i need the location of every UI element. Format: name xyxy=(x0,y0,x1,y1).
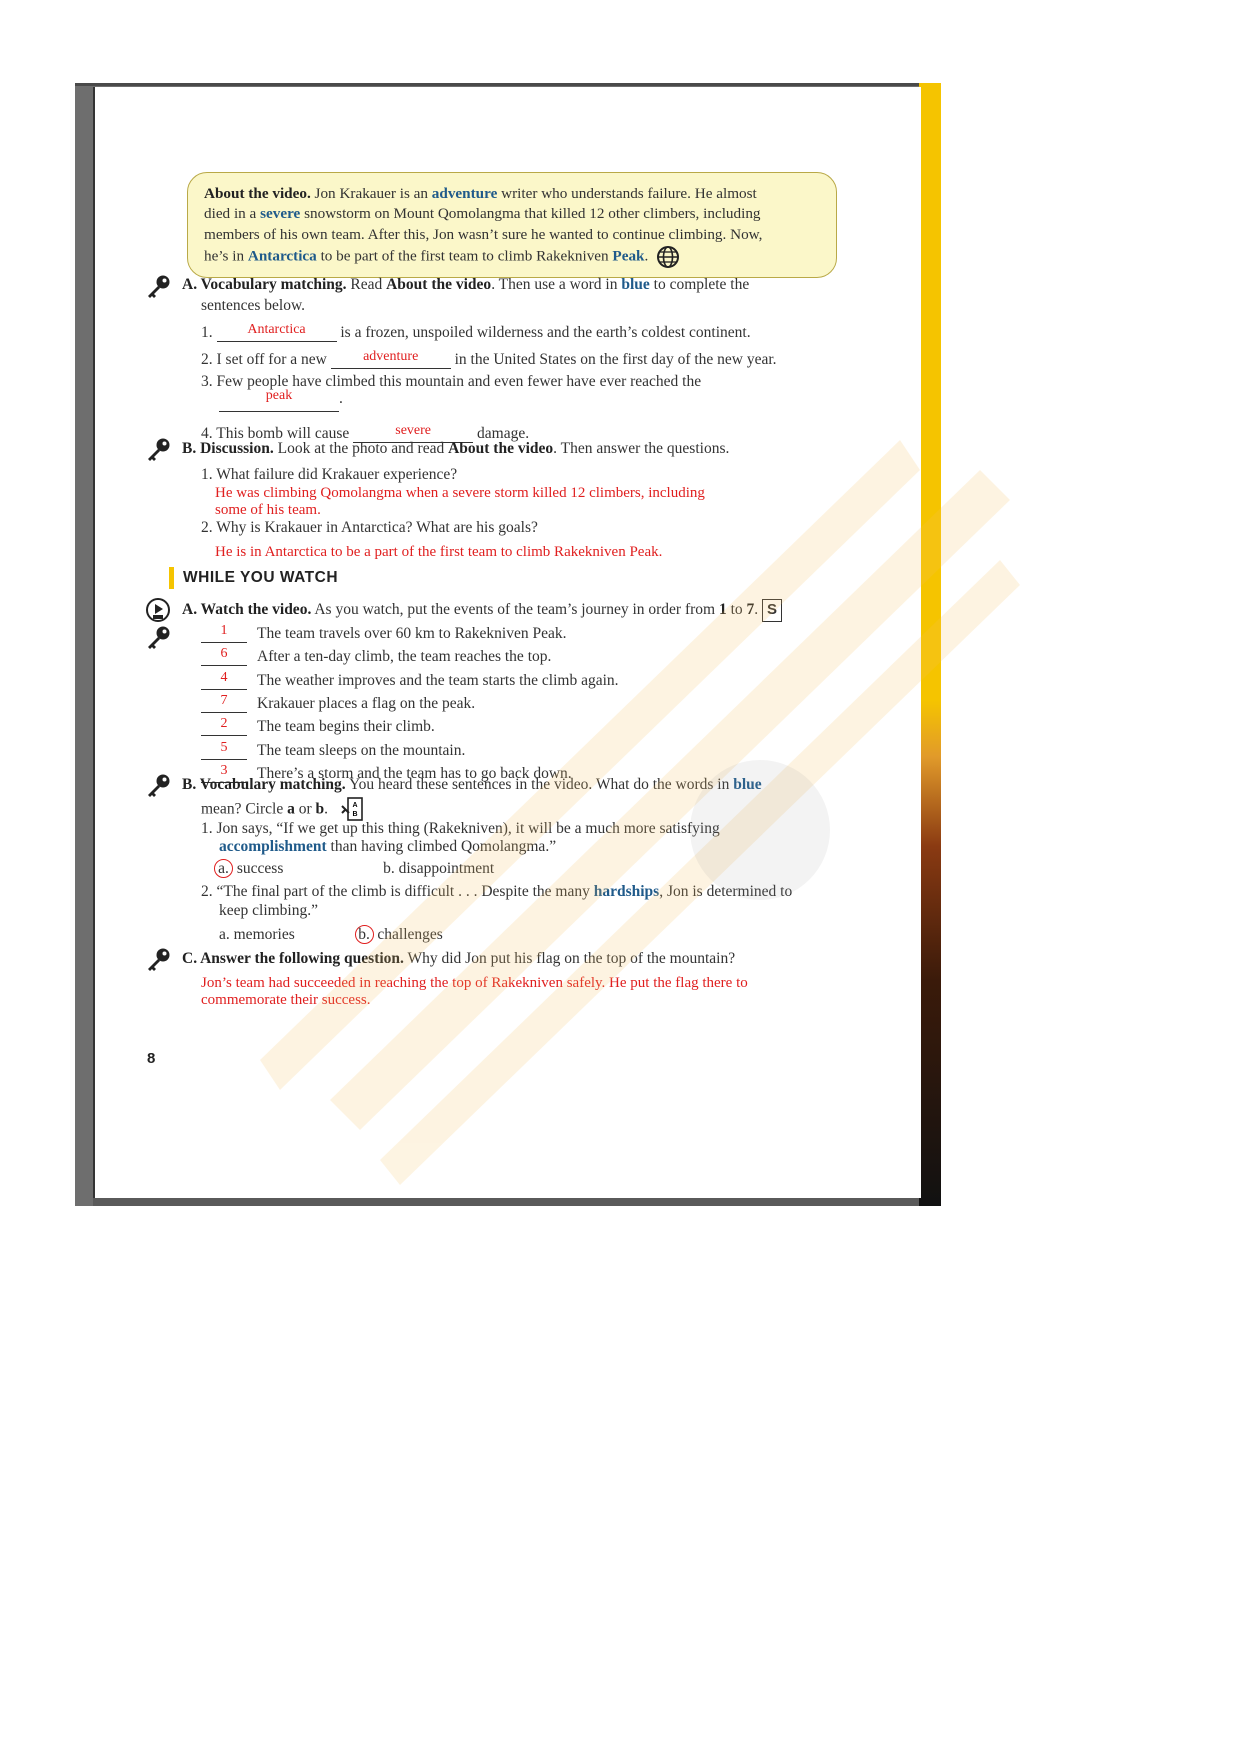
word-antarctica: Antarctica xyxy=(247,247,317,265)
watch-a-instructions xyxy=(182,599,782,622)
text: As you watch, put the events of the team’s journey in order from xyxy=(311,601,719,619)
scan-bottom-edge xyxy=(93,1198,919,1206)
section-marker xyxy=(169,567,174,589)
vocab-b-item-2 xyxy=(201,883,792,901)
event-text: There’s a storm and the team has to go back down. xyxy=(257,764,572,782)
text: a xyxy=(287,800,295,818)
key-icon xyxy=(145,437,171,463)
word-blue: blue xyxy=(621,276,650,293)
text: . Then answer the questions. xyxy=(553,440,730,457)
about-text: he’s in xyxy=(204,247,248,265)
text: Look at the photo and read xyxy=(273,440,449,457)
svg-text:B: B xyxy=(352,811,358,818)
video-play-icon xyxy=(145,597,171,623)
item-text: damage. xyxy=(473,425,530,442)
text: , Jon is determined to xyxy=(659,883,793,900)
event-text: The team travels over 60 km to Rakekniven Peak. xyxy=(257,625,567,642)
ref-about: About the video xyxy=(448,440,554,457)
order-blank xyxy=(201,669,247,690)
circled-answer: b. xyxy=(355,925,374,944)
event-item xyxy=(201,669,619,690)
event-item xyxy=(201,648,551,666)
order-answer: 2 xyxy=(220,716,228,732)
item-text: . xyxy=(339,390,343,407)
about-lead: About the video. xyxy=(204,185,311,202)
event-text: Krakauer places a flag on the peak. xyxy=(257,694,476,712)
word-severe: severe xyxy=(260,205,301,223)
event-item xyxy=(201,718,435,736)
answer-text: adventure xyxy=(363,349,419,364)
item-number: 2. xyxy=(201,351,213,368)
answer-blank xyxy=(331,351,451,369)
vocab-b-item-2-options xyxy=(219,925,443,944)
workbook-page xyxy=(93,87,921,1198)
key-icon xyxy=(145,625,171,651)
item-text: in the United States on the first day of the new year. xyxy=(450,351,777,368)
text: 2. “The final part of the climb is difficult . . . Despite the many xyxy=(201,883,594,900)
option-a: a. memories xyxy=(219,926,295,943)
order-answer: 5 xyxy=(220,739,228,755)
text: or xyxy=(294,800,316,818)
order-blank xyxy=(201,739,247,760)
order-answer: 7 xyxy=(220,692,228,708)
discussion-answer-1-line2: some of his team. xyxy=(215,502,321,518)
option-b: challenges xyxy=(373,926,443,943)
order-answer: 4 xyxy=(220,669,228,685)
text: . xyxy=(754,601,759,619)
answer-blank xyxy=(217,324,337,342)
vocab-a-item-2 xyxy=(201,351,777,369)
globe-icon xyxy=(656,245,680,269)
about-text: . xyxy=(644,247,649,265)
event-item xyxy=(201,625,566,643)
svg-text:A: A xyxy=(352,802,358,809)
circled-answer: a. xyxy=(214,859,233,878)
about-text: snowstorm on Mount Qomolangma that killed 12 other climbers, including xyxy=(300,205,761,223)
yellow-photo-sidebar xyxy=(919,83,941,1206)
answer-text: Antarctica xyxy=(247,322,306,337)
about-text: died in a xyxy=(204,205,261,223)
text: You heard these sentences in the video. What do the words in xyxy=(345,776,734,793)
event-text: The team begins their climb. xyxy=(257,718,435,736)
event-text: The weather improves and the team starts the climb again. xyxy=(257,671,619,689)
section-b-heading: B. Discussion. xyxy=(182,440,274,457)
discussion-instructions xyxy=(182,440,729,458)
option-b: b. disappointment xyxy=(383,860,495,877)
order-answer: 3 xyxy=(220,762,228,778)
about-text: Jon Krakauer is an xyxy=(310,185,432,202)
answer-text: severe xyxy=(395,423,432,438)
text: than having climbed Qomolangma.” xyxy=(326,838,557,855)
vocab-b-item-1-options xyxy=(214,859,494,878)
text: 1 xyxy=(718,601,727,619)
word-accomplishment: accomplishment xyxy=(219,838,327,855)
watch-a-heading: A. Watch the video. xyxy=(182,601,312,619)
event-item xyxy=(201,692,476,713)
vocab-b-item-1 xyxy=(201,820,720,838)
text: 1. Jon says, “If we get up this thing (Rakekniven), it will be a much more satisfying xyxy=(201,820,720,837)
word-hardships: hardships xyxy=(593,883,660,900)
page-number: 8 xyxy=(147,1050,156,1067)
word-adventure: adventure xyxy=(431,185,498,202)
text: b xyxy=(315,800,325,818)
text: . xyxy=(324,800,328,818)
vocab-b-item-1-line2 xyxy=(219,838,556,856)
option-a: success xyxy=(233,860,284,877)
order-answer: 6 xyxy=(220,646,228,662)
event-text: After a ten-day climb, the team reaches the top. xyxy=(257,648,552,666)
item-text: Few people have climbed this mountain and even fewer have ever reached the xyxy=(216,373,702,390)
item-number: 1. xyxy=(201,324,213,341)
about-the-video-box xyxy=(187,172,837,278)
text: mean? Circle xyxy=(201,800,288,818)
vocab-a-item-3-blank-line xyxy=(219,390,343,412)
about-text: members of his own team. After this, Jon wasn’t sure he wanted to continue climbing. Now, xyxy=(204,225,763,243)
vocab-a-item-1 xyxy=(201,324,751,342)
answer-blank xyxy=(219,390,339,412)
discussion-answer-1: He was climbing Qomolangma when a severe storm killed 12 climbers, including xyxy=(215,485,705,501)
discussion-answer-2: He is in Antarctica to be a part of the first team to climb Rakekniven Peak. xyxy=(215,544,663,560)
word-peak: Peak xyxy=(612,247,645,265)
scanned-page xyxy=(75,83,941,1206)
item-text: I set off for a new xyxy=(216,351,331,368)
vocab-b-instructions xyxy=(182,776,762,794)
subtitle-icon: S xyxy=(762,599,782,622)
order-blank xyxy=(201,692,247,713)
text: to xyxy=(726,601,747,619)
discussion-question-1: 1. What failure did Krakauer experience? xyxy=(201,466,458,483)
event-text: The team sleeps on the mountain. xyxy=(257,741,466,759)
while-you-watch-title: WHILE YOU WATCH xyxy=(183,569,339,586)
event-item xyxy=(201,739,466,760)
question-c-heading: C. Answer the following question. xyxy=(182,950,404,967)
word-blue: blue xyxy=(733,776,762,793)
text: Read xyxy=(346,276,387,293)
section-a-heading: A. Vocabulary matching. xyxy=(182,276,347,293)
key-icon xyxy=(145,274,171,300)
about-text: to be part of the first team to climb Rakekniven xyxy=(316,247,613,265)
discussion-question-2: 2. Why is Krakauer in Antarctica? What are his goals? xyxy=(201,519,538,536)
text: Why did Jon put his flag on the top of the mountain? xyxy=(403,950,736,967)
answer-text: peak xyxy=(265,388,293,403)
item-text: is a frozen, unspoiled wilderness and the earth’s coldest continent. xyxy=(336,324,751,341)
question-c-answer: Jon’s team had succeeded in reaching the top of Rakekniven safely. He put the flag there to xyxy=(201,975,748,991)
text: to complete the xyxy=(649,276,750,293)
vocab-b-item-2-line2: keep climbing.” xyxy=(219,902,318,919)
order-blank xyxy=(201,648,247,666)
vocab-a-instructions-line2: sentences below. xyxy=(201,297,306,314)
order-answer: 1 xyxy=(220,623,228,638)
question-c-answer-line2: commemorate their success. xyxy=(201,992,371,1008)
item-text: This bomb will cause xyxy=(216,425,354,442)
ref-about: About the video xyxy=(386,276,492,293)
order-blank xyxy=(201,718,247,736)
text: 7 xyxy=(746,601,755,619)
item-number: 4. xyxy=(201,425,213,442)
item-number: 3. xyxy=(201,373,213,390)
order-blank xyxy=(201,625,247,643)
question-c xyxy=(182,950,735,968)
vocab-a-instructions xyxy=(182,276,749,294)
key-icon xyxy=(145,947,171,973)
vocab-b-heading: B. Vocabulary matching. xyxy=(182,776,346,793)
text: . Then use a word in xyxy=(491,276,622,293)
about-text: writer who understands failure. He almost xyxy=(497,185,757,202)
scan-top-edge xyxy=(75,83,941,86)
key-icon xyxy=(145,773,171,799)
